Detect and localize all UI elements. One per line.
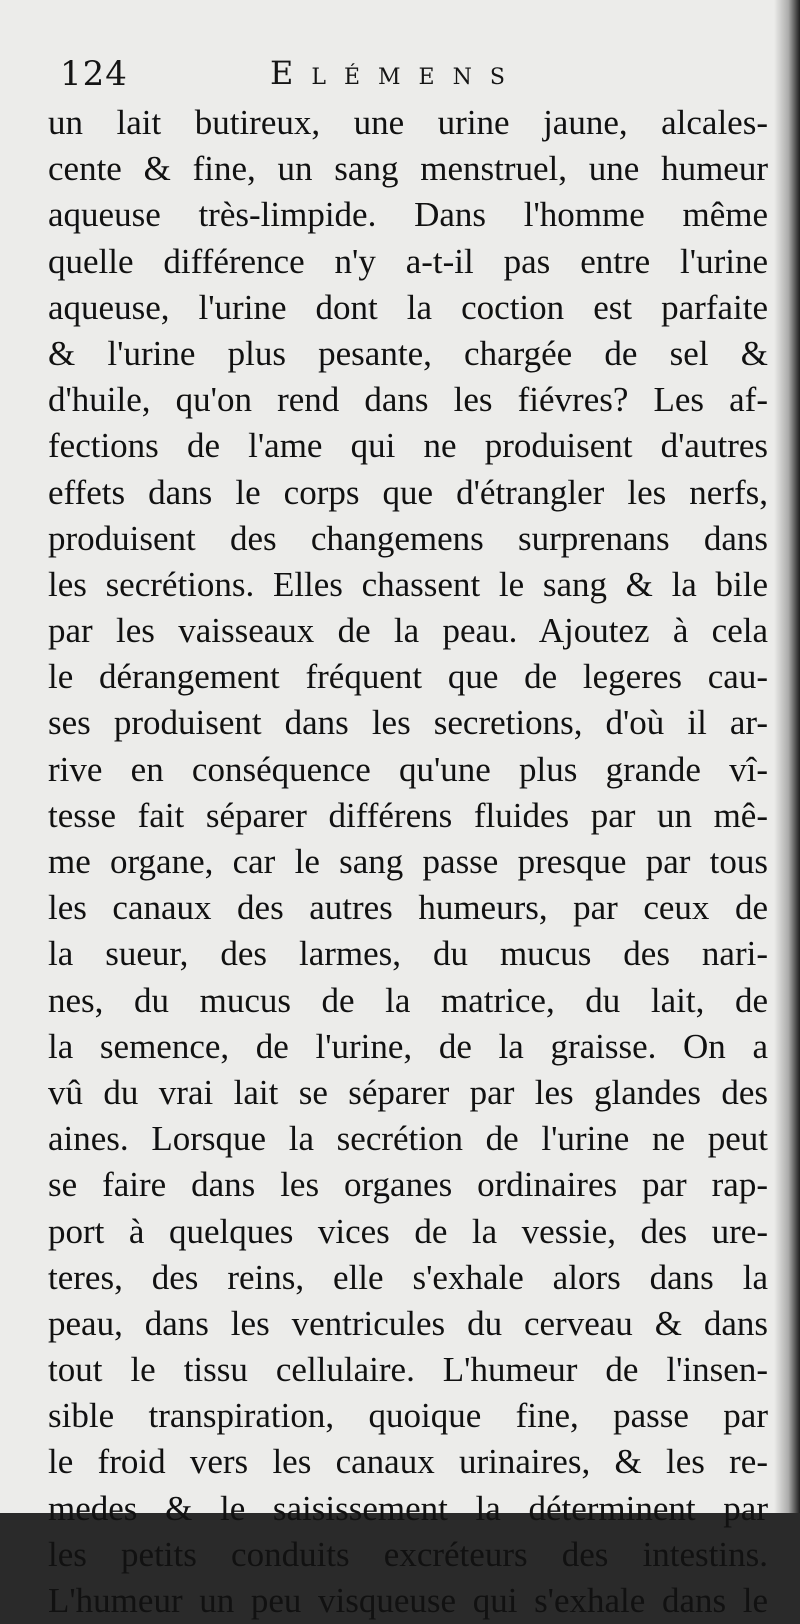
- text-line: les secrétions. Elles chassent le sang & la bile: [48, 564, 768, 604]
- body-text: [48, 100, 768, 1624]
- text-line: rive en conséquence qu'une plus grande vî-: [48, 749, 768, 789]
- page-header: [60, 50, 560, 100]
- text-line: port à quelques vices de la vessie, des ure-: [48, 1211, 768, 1251]
- text-line: un lait butireux, une urine jaune, alcales-: [48, 103, 768, 142]
- text-line: tesse fait séparer différens fluides par un mê-: [48, 795, 768, 835]
- text-line: quelle différence n'y a-t-il pas entre l'urine: [48, 241, 768, 281]
- text-line: teres, des reins, elle s'exhale alors dans la: [48, 1257, 768, 1297]
- text-line: fections de l'ame qui ne produisent d'autres: [48, 426, 768, 466]
- text-line: les canaux des autres humeurs, par ceux de: [48, 888, 768, 928]
- text-line: nes, du mucus de la matrice, du lait, de: [48, 980, 768, 1020]
- text-line: se faire dans les organes ordinaires par rap-: [48, 1165, 768, 1205]
- text-line: par les vaisseaux de la peau. Ajoutez à cela: [48, 611, 768, 651]
- text-line: la semence, de l'urine, de la graisse. On a: [48, 1026, 768, 1066]
- text-line: la sueur, des larmes, du mucus des nari-: [48, 934, 768, 974]
- text-line: cente & fine, un sang menstruel, une humeur: [48, 149, 768, 189]
- page-number: 124: [60, 54, 128, 94]
- text-line: les petits conduits excréteurs des intestins.: [48, 1534, 768, 1574]
- page-edge-shadow: [774, 0, 800, 1513]
- text-line: tout le tissu cellulaire. L'humeur de l'insen-: [48, 1350, 768, 1390]
- text-line: sible transpiration, quoique fine, passe par: [48, 1396, 768, 1436]
- text-line: le froid vers les canaux urinaires, & les re-: [48, 1442, 768, 1482]
- text-line: peau, dans les ventricules du cerveau & dans: [48, 1303, 768, 1343]
- text-line: me organe, car le sang passe presque par tous: [48, 842, 768, 881]
- text-line: & l'urine plus pesante, chargée de sel &: [48, 333, 768, 373]
- text-line: aqueuse, l'urine dont la coction est parfaite: [48, 287, 768, 327]
- running-title: Elémens: [270, 54, 523, 92]
- text-line: produisent des changemens surprenans dans: [48, 518, 768, 558]
- text-line: aqueuse très-limpide. Dans l'homme même: [48, 195, 768, 235]
- text-line: ses produisent dans les secretions, d'où il ar-: [48, 703, 768, 743]
- text-line: medes & le saisissement la déterminent par: [48, 1488, 768, 1528]
- text-line: L'humeur un peu visqueuse qui s'exhale dans le: [48, 1581, 768, 1620]
- text-line: d'huile, qu'on rend dans les fiévres? Les af-: [48, 380, 768, 420]
- text-line: vû du vrai lait se séparer par les glandes des: [48, 1072, 768, 1112]
- text-line: effets dans le corps que d'étrangler les nerfs,: [48, 472, 768, 512]
- text-line: le dérangement fréquent que de legeres cau-: [48, 657, 768, 697]
- text-line: aines. Lorsque la secrétion de l'urine ne peut: [48, 1119, 768, 1159]
